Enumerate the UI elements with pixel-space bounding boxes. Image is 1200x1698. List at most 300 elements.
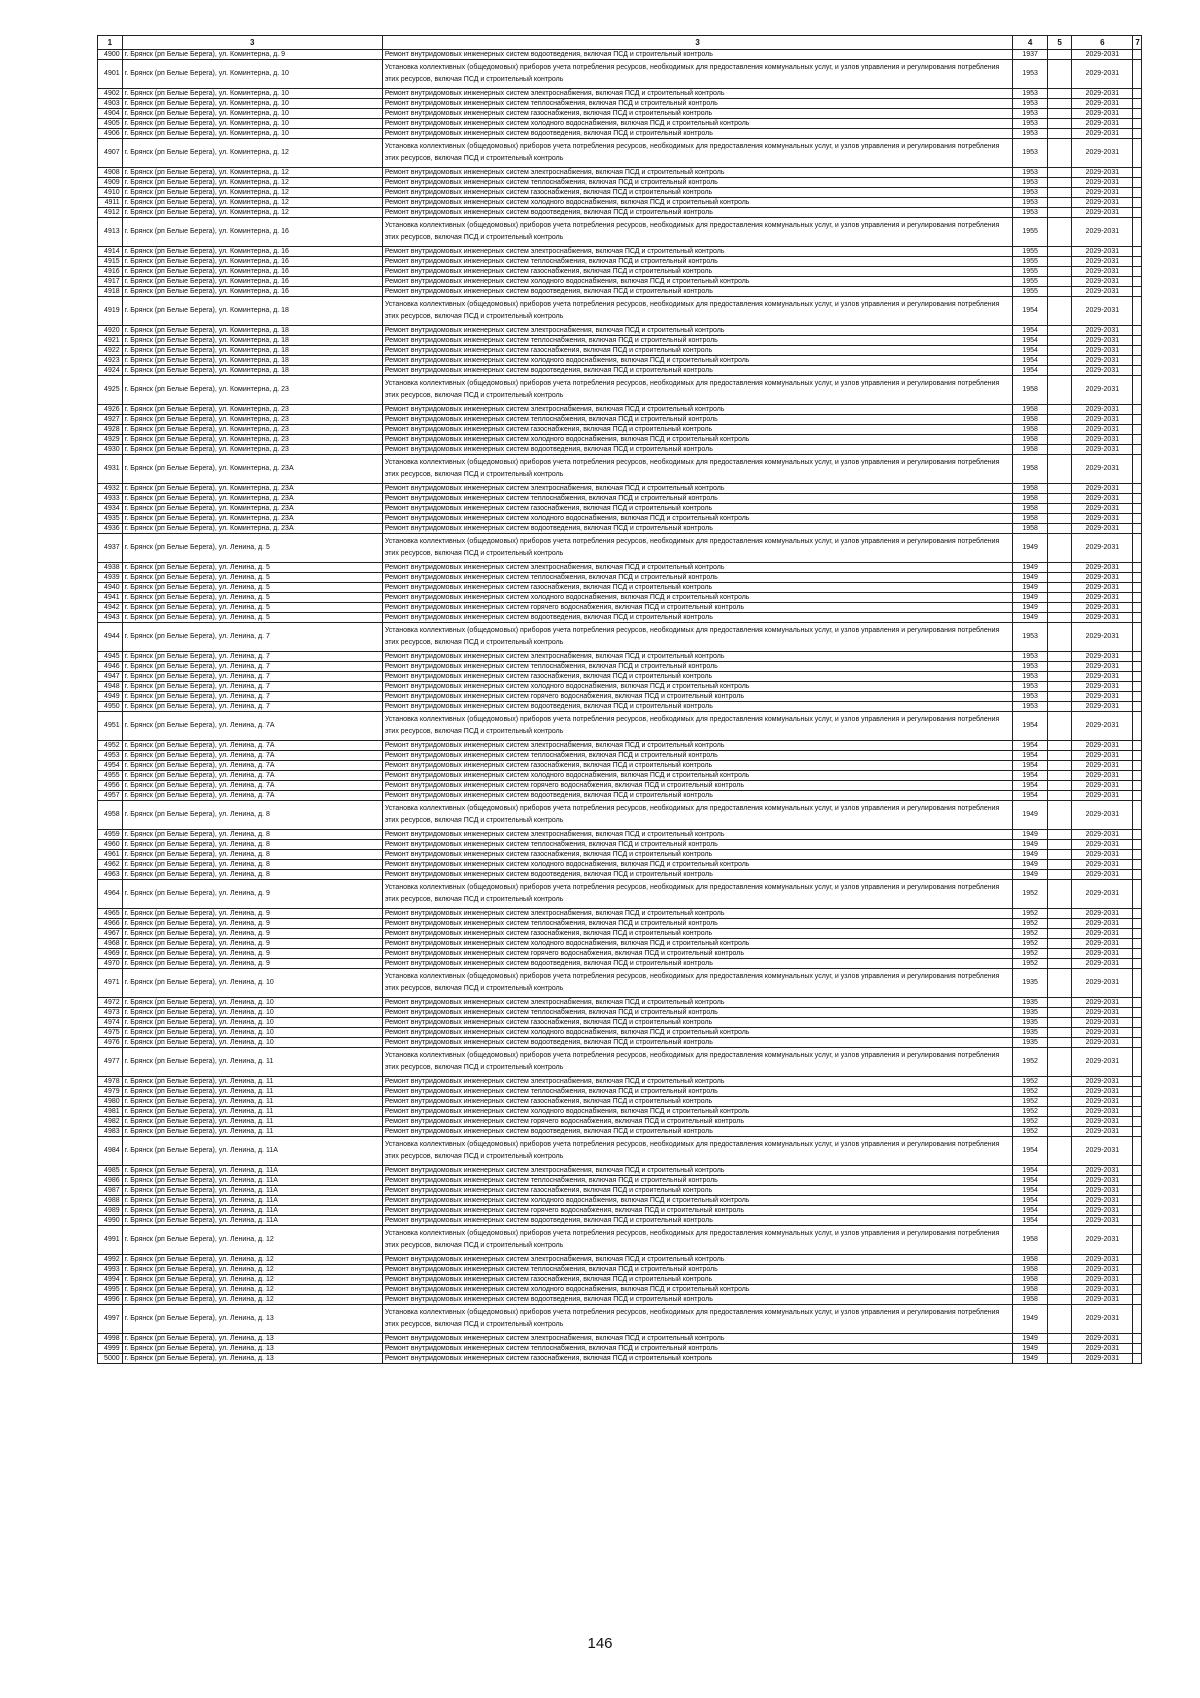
address-cell: г. Брянск (рп Белые Берега), ул. Ленина, д. 9 xyxy=(122,959,382,969)
build-year-cell: 1958 xyxy=(1013,435,1047,445)
col-5-cell xyxy=(1047,929,1072,939)
col-7-cell xyxy=(1133,218,1142,247)
col-7-cell xyxy=(1133,712,1142,741)
row-number-cell: 4934 xyxy=(98,504,123,514)
table-row xyxy=(98,583,1142,593)
address-cell: г. Брянск (рп Белые Берега), ул. Ленина, д. 9 xyxy=(122,929,382,939)
col-5-cell xyxy=(1047,682,1072,692)
col-7-cell xyxy=(1133,850,1142,860)
build-year-cell: 1954 xyxy=(1013,346,1047,356)
table-row xyxy=(98,1166,1142,1176)
table-row xyxy=(98,840,1142,850)
work-description-cell: Ремонт внутридомовых инженерных систем водоотведения, включая ПСД и строительный контроль xyxy=(382,1216,1013,1226)
period-cell: 2029-2031 xyxy=(1072,504,1133,514)
row-number-cell: 4949 xyxy=(98,692,123,702)
build-year-cell: 1954 xyxy=(1013,1216,1047,1226)
period-cell: 2029-2031 xyxy=(1072,425,1133,435)
col-5-cell xyxy=(1047,445,1072,455)
period-cell: 2029-2031 xyxy=(1072,267,1133,277)
address-cell: г. Брянск (рп Белые Берега), ул. Коминтерна, д. 10 xyxy=(122,60,382,89)
col-7-cell xyxy=(1133,514,1142,524)
table-row xyxy=(98,366,1142,376)
row-number-cell: 4921 xyxy=(98,336,123,346)
build-year-cell: 1953 xyxy=(1013,99,1047,109)
build-year-cell: 1952 xyxy=(1013,1107,1047,1117)
work-description-cell: Ремонт внутридомовых инженерных систем газоснабжения, включая ПСД и строительный контроль xyxy=(382,583,1013,593)
build-year-cell: 1952 xyxy=(1013,1077,1047,1087)
work-description-cell: Ремонт внутридомовых инженерных систем холодного водоснабжения, включая ПСД и строительный контроль xyxy=(382,860,1013,870)
address-cell: г. Брянск (рп Белые Берега), ул. Ленина, д. 7 xyxy=(122,623,382,652)
period-cell: 2029-2031 xyxy=(1072,1275,1133,1285)
col-5-cell xyxy=(1047,919,1072,929)
work-description-cell: Ремонт внутридомовых инженерных систем теплоснабжения, включая ПСД и строительный контроль xyxy=(382,840,1013,850)
period-cell: 2029-2031 xyxy=(1072,178,1133,188)
period-cell: 2029-2031 xyxy=(1072,405,1133,415)
col-7-cell xyxy=(1133,208,1142,218)
row-number-cell: 4946 xyxy=(98,662,123,672)
row-number-cell: 4990 xyxy=(98,1216,123,1226)
table-row xyxy=(98,1216,1142,1226)
work-description-cell: Ремонт внутридомовых инженерных систем горячего водоснабжения, включая ПСД и строительный контроль xyxy=(382,692,1013,702)
row-number-cell: 4925 xyxy=(98,376,123,405)
build-year-cell: 1954 xyxy=(1013,741,1047,751)
period-cell: 2029-2031 xyxy=(1072,702,1133,712)
col-5-cell xyxy=(1047,425,1072,435)
address-cell: г. Брянск (рп Белые Берега), ул. Коминтерна, д. 23А xyxy=(122,524,382,534)
address-cell: г. Брянск (рп Белые Берега), ул. Ленина, д. 10 xyxy=(122,1038,382,1048)
row-number-cell: 4972 xyxy=(98,998,123,1008)
col-5-cell xyxy=(1047,1334,1072,1344)
work-description-cell: Ремонт внутридомовых инженерных систем теплоснабжения, включая ПСД и строительный контроль xyxy=(382,919,1013,929)
col-5-cell xyxy=(1047,652,1072,662)
work-description-cell: Ремонт внутридомовых инженерных систем водоотведения, включая ПСД и строительный контроль xyxy=(382,129,1013,139)
build-year-cell: 1954 xyxy=(1013,1166,1047,1176)
col-7-cell xyxy=(1133,1285,1142,1295)
table-row xyxy=(98,563,1142,573)
col-5-cell xyxy=(1047,50,1072,60)
period-cell: 2029-2031 xyxy=(1072,455,1133,484)
col-5-cell xyxy=(1047,1137,1072,1166)
build-year-cell: 1954 xyxy=(1013,366,1047,376)
col-7-cell xyxy=(1133,1176,1142,1186)
period-cell: 2029-2031 xyxy=(1072,1048,1133,1077)
col-7-cell xyxy=(1133,672,1142,682)
address-cell: г. Брянск (рп Белые Берега), ул. Коминтерна, д. 18 xyxy=(122,346,382,356)
address-cell: г. Брянск (рп Белые Берега), ул. Ленина, д. 7 xyxy=(122,682,382,692)
period-cell: 2029-2031 xyxy=(1072,1008,1133,1018)
work-description-cell: Ремонт внутридомовых инженерных систем электроснабжения, включая ПСД и строительный контроль xyxy=(382,998,1013,1008)
period-cell: 2029-2031 xyxy=(1072,514,1133,524)
work-description-cell: Ремонт внутридомовых инженерных систем газоснабжения, включая ПСД и строительный контроль xyxy=(382,346,1013,356)
build-year-cell: 1952 xyxy=(1013,1127,1047,1137)
period-cell: 2029-2031 xyxy=(1072,682,1133,692)
period-cell: 2029-2031 xyxy=(1072,1028,1133,1038)
row-number-cell: 4999 xyxy=(98,1344,123,1354)
row-number-cell: 4910 xyxy=(98,188,123,198)
table-row xyxy=(98,346,1142,356)
build-year-cell: 1949 xyxy=(1013,870,1047,880)
address-cell: г. Брянск (рп Белые Берега), ул. Коминтерна, д. 23 xyxy=(122,445,382,455)
page-number: 146 xyxy=(587,1635,613,1652)
col-7-cell xyxy=(1133,455,1142,484)
address-cell: г. Брянск (рп Белые Берега), ул. Коминтерна, д. 10 xyxy=(122,129,382,139)
work-description-cell: Ремонт внутридомовых инженерных систем теплоснабжения, включая ПСД и строительный контроль xyxy=(382,1176,1013,1186)
build-year-cell: 1954 xyxy=(1013,761,1047,771)
table-row xyxy=(98,455,1142,484)
period-cell: 2029-2031 xyxy=(1072,376,1133,405)
work-description-cell: Ремонт внутридомовых инженерных систем электроснабжения, включая ПСД и строительный контроль xyxy=(382,1255,1013,1265)
period-cell: 2029-2031 xyxy=(1072,662,1133,672)
col-5-cell xyxy=(1047,573,1072,583)
table-row xyxy=(98,1275,1142,1285)
col-5-cell xyxy=(1047,514,1072,524)
address-cell: г. Брянск (рп Белые Берега), ул. Коминтерна, д. 23 xyxy=(122,405,382,415)
address-cell: г. Брянск (рп Белые Берега), ул. Коминтерна, д. 10 xyxy=(122,119,382,129)
address-cell: г. Брянск (рп Белые Берега), ул. Ленина, д. 11 xyxy=(122,1117,382,1127)
period-cell: 2029-2031 xyxy=(1072,218,1133,247)
table-row xyxy=(98,1018,1142,1028)
col-7-cell xyxy=(1133,771,1142,781)
build-year-cell: 1954 xyxy=(1013,356,1047,366)
table-row xyxy=(98,969,1142,998)
col-7-cell xyxy=(1133,1077,1142,1087)
col-5-cell xyxy=(1047,1127,1072,1137)
row-number-cell: 4905 xyxy=(98,119,123,129)
build-year-cell: 1952 xyxy=(1013,1117,1047,1127)
col-5-cell xyxy=(1047,1166,1072,1176)
table-row xyxy=(98,129,1142,139)
table-row xyxy=(98,1038,1142,1048)
col-7-cell xyxy=(1133,1117,1142,1127)
col-7-cell xyxy=(1133,178,1142,188)
build-year-cell: 1955 xyxy=(1013,287,1047,297)
work-description-cell: Установка коллективных (общедомовых) приборов учета потребления ресурсов, необходимых для предоставления коммунальных услуг, и узлов управления и регулирования потребления этих ресурсов, включая ПСД и строительный контроль xyxy=(382,376,1013,405)
build-year-cell: 1954 xyxy=(1013,326,1047,336)
build-year-cell: 1958 xyxy=(1013,425,1047,435)
work-description-cell: Ремонт внутридомовых инженерных систем холодного водоснабжения, включая ПСД и строительный контроль xyxy=(382,277,1013,287)
col-5-cell xyxy=(1047,751,1072,761)
row-number-cell: 4962 xyxy=(98,860,123,870)
row-number-cell: 4956 xyxy=(98,781,123,791)
row-number-cell: 4980 xyxy=(98,1097,123,1107)
col-7-cell xyxy=(1133,494,1142,504)
address-cell: г. Брянск (рп Белые Берега), ул. Ленина, д. 7 xyxy=(122,672,382,682)
build-year-cell: 1958 xyxy=(1013,376,1047,405)
row-number-cell: 4982 xyxy=(98,1117,123,1127)
work-description-cell: Ремонт внутридомовых инженерных систем теплоснабжения, включая ПСД и строительный контроль xyxy=(382,178,1013,188)
table-row xyxy=(98,267,1142,277)
address-cell: г. Брянск (рп Белые Берега), ул. Ленина, д. 13 xyxy=(122,1354,382,1364)
address-cell: г. Брянск (рп Белые Берега), ул. Ленина, д. 8 xyxy=(122,850,382,860)
build-year-cell: 1953 xyxy=(1013,178,1047,188)
address-cell: г. Брянск (рп Белые Берега), ул. Коминтерна, д. 10 xyxy=(122,99,382,109)
row-number-cell: 4901 xyxy=(98,60,123,89)
col-5-cell xyxy=(1047,326,1072,336)
col-5-cell xyxy=(1047,909,1072,919)
address-cell: г. Брянск (рп Белые Берега), ул. Коминтерна, д. 16 xyxy=(122,287,382,297)
col-5-cell xyxy=(1047,494,1072,504)
col-5-cell xyxy=(1047,267,1072,277)
work-description-cell: Ремонт внутридомовых инженерных систем холодного водоснабжения, включая ПСД и строительный контроль xyxy=(382,593,1013,603)
col-7-cell xyxy=(1133,613,1142,623)
col-7-cell xyxy=(1133,139,1142,168)
col-7-cell xyxy=(1133,484,1142,494)
row-number-cell: 4916 xyxy=(98,267,123,277)
col-5-cell xyxy=(1047,109,1072,119)
row-number-cell: 4983 xyxy=(98,1127,123,1137)
work-description-cell: Ремонт внутридомовых инженерных систем холодного водоснабжения, включая ПСД и строительный контроль xyxy=(382,119,1013,129)
work-description-cell: Установка коллективных (общедомовых) приборов учета потребления ресурсов, необходимых для предоставления коммунальных услуг, и узлов управления и регулирования потребления этих ресурсов, включая ПСД и строительный контроль xyxy=(382,880,1013,909)
col-7-cell xyxy=(1133,1275,1142,1285)
row-number-cell: 4992 xyxy=(98,1255,123,1265)
col-5-cell xyxy=(1047,168,1072,178)
col-5-cell xyxy=(1047,801,1072,830)
table-row xyxy=(98,1137,1142,1166)
build-year-cell: 1958 xyxy=(1013,415,1047,425)
col-7-cell xyxy=(1133,1334,1142,1344)
row-number-cell: 4963 xyxy=(98,870,123,880)
period-cell: 2029-2031 xyxy=(1072,1117,1133,1127)
col-7-cell xyxy=(1133,425,1142,435)
period-cell: 2029-2031 xyxy=(1072,830,1133,840)
build-year-cell: 1953 xyxy=(1013,168,1047,178)
build-year-cell: 1949 xyxy=(1013,573,1047,583)
build-year-cell: 1935 xyxy=(1013,1018,1047,1028)
col-7-cell xyxy=(1133,593,1142,603)
row-number-cell: 4987 xyxy=(98,1186,123,1196)
row-number-cell: 4903 xyxy=(98,99,123,109)
table-row xyxy=(98,1344,1142,1354)
address-cell: г. Брянск (рп Белые Берега), ул. Ленина, д. 5 xyxy=(122,563,382,573)
work-description-cell: Ремонт внутридомовых инженерных систем водоотведения, включая ПСД и строительный контроль xyxy=(382,870,1013,880)
row-number-cell: 4939 xyxy=(98,573,123,583)
col-7-cell xyxy=(1133,1196,1142,1206)
build-year-cell: 1952 xyxy=(1013,909,1047,919)
work-description-cell: Ремонт внутридомовых инженерных систем холодного водоснабжения, включая ПСД и строительный контроль xyxy=(382,1107,1013,1117)
period-cell: 2029-2031 xyxy=(1072,1255,1133,1265)
work-description-cell: Ремонт внутридомовых инженерных систем газоснабжения, включая ПСД и строительный контроль xyxy=(382,425,1013,435)
table-row xyxy=(98,168,1142,178)
address-cell: г. Брянск (рп Белые Берега), ул. Ленина, д. 9 xyxy=(122,909,382,919)
col-7-cell xyxy=(1133,969,1142,998)
period-cell: 2029-2031 xyxy=(1072,1305,1133,1334)
work-description-cell: Установка коллективных (общедомовых) приборов учета потребления ресурсов, необходимых для предоставления коммунальных услуг, и узлов управления и регулирования потребления этих ресурсов, включая ПСД и строительный контроль xyxy=(382,60,1013,89)
work-description-cell: Ремонт внутридомовых инженерных систем холодного водоснабжения, включая ПСД и строительный контроль xyxy=(382,198,1013,208)
table-row xyxy=(98,692,1142,702)
table-row xyxy=(98,218,1142,247)
address-cell: г. Брянск (рп Белые Берега), ул. Ленина, д. 13 xyxy=(122,1334,382,1344)
col-5-cell xyxy=(1047,1206,1072,1216)
build-year-cell: 1955 xyxy=(1013,277,1047,287)
table-row xyxy=(98,929,1142,939)
col-7-cell xyxy=(1133,939,1142,949)
col-7-cell xyxy=(1133,247,1142,257)
col-5-cell xyxy=(1047,1295,1072,1305)
col-5-cell xyxy=(1047,455,1072,484)
header-cell: 1 xyxy=(98,36,123,50)
col-7-cell xyxy=(1133,415,1142,425)
address-cell: г. Брянск (рп Белые Берега), ул. Коминтерна, д. 18 xyxy=(122,297,382,326)
row-number-cell: 4918 xyxy=(98,287,123,297)
col-7-cell xyxy=(1133,1255,1142,1265)
table-row xyxy=(98,435,1142,445)
build-year-cell: 1949 xyxy=(1013,1305,1047,1334)
work-description-cell: Установка коллективных (общедомовых) приборов учета потребления ресурсов, необходимых для предоставления коммунальных услуг, и узлов управления и регулирования потребления этих ресурсов, включая ПСД и строительный контроль xyxy=(382,969,1013,998)
table-row xyxy=(98,998,1142,1008)
work-description-cell: Ремонт внутридомовых инженерных систем водоотведения, включая ПСД и строительный контроль xyxy=(382,287,1013,297)
period-cell: 2029-2031 xyxy=(1072,860,1133,870)
table-row xyxy=(98,830,1142,840)
table-row xyxy=(98,1176,1142,1186)
table-row xyxy=(98,949,1142,959)
address-cell: г. Брянск (рп Белые Берега), ул. Коминтерна, д. 12 xyxy=(122,198,382,208)
col-5-cell xyxy=(1047,1097,1072,1107)
build-year-cell: 1958 xyxy=(1013,455,1047,484)
address-cell: г. Брянск (рп Белые Берега), ул. Ленина, д. 10 xyxy=(122,1028,382,1038)
col-7-cell xyxy=(1133,326,1142,336)
col-7-cell xyxy=(1133,336,1142,346)
address-cell: г. Брянск (рп Белые Берега), ул. Ленина, д. 7А xyxy=(122,791,382,801)
period-cell: 2029-2031 xyxy=(1072,1334,1133,1344)
build-year-cell: 1954 xyxy=(1013,1196,1047,1206)
table-row xyxy=(98,781,1142,791)
address-cell: г. Брянск (рп Белые Берега), ул. Коминтерна, д. 16 xyxy=(122,267,382,277)
address-cell: г. Брянск (рп Белые Берега), ул. Ленина, д. 11А xyxy=(122,1196,382,1206)
col-7-cell xyxy=(1133,346,1142,356)
build-year-cell: 1958 xyxy=(1013,1265,1047,1275)
row-number-cell: 4977 xyxy=(98,1048,123,1077)
build-year-cell: 1949 xyxy=(1013,563,1047,573)
col-7-cell xyxy=(1133,257,1142,267)
table-row xyxy=(98,504,1142,514)
table-row xyxy=(98,178,1142,188)
col-7-cell xyxy=(1133,1008,1142,1018)
table-row xyxy=(98,1107,1142,1117)
row-number-cell: 4926 xyxy=(98,405,123,415)
col-5-cell xyxy=(1047,712,1072,741)
row-number-cell: 4996 xyxy=(98,1295,123,1305)
build-year-cell: 1949 xyxy=(1013,830,1047,840)
table-row xyxy=(98,247,1142,257)
table-row xyxy=(98,1127,1142,1137)
row-number-cell: 4978 xyxy=(98,1077,123,1087)
work-description-cell: Ремонт внутридомовых инженерных систем горячего водоснабжения, включая ПСД и строительный контроль xyxy=(382,1117,1013,1127)
row-number-cell: 4947 xyxy=(98,672,123,682)
work-description-cell: Ремонт внутридомовых инженерных систем газоснабжения, включая ПСД и строительный контроль xyxy=(382,188,1013,198)
period-cell: 2029-2031 xyxy=(1072,870,1133,880)
build-year-cell: 1952 xyxy=(1013,939,1047,949)
table-row xyxy=(98,326,1142,336)
build-year-cell: 1953 xyxy=(1013,652,1047,662)
col-5-cell xyxy=(1047,1196,1072,1206)
address-cell: г. Брянск (рп Белые Берега), ул. Ленина, д. 7 xyxy=(122,702,382,712)
row-number-cell: 4907 xyxy=(98,139,123,168)
build-year-cell: 1953 xyxy=(1013,208,1047,218)
col-5-cell xyxy=(1047,672,1072,682)
period-cell: 2029-2031 xyxy=(1072,1196,1133,1206)
row-number-cell: 4944 xyxy=(98,623,123,652)
work-description-cell: Установка коллективных (общедомовых) приборов учета потребления ресурсов, необходимых для предоставления коммунальных услуг, и узлов управления и регулирования потребления этих ресурсов, включая ПСД и строительный контроль xyxy=(382,801,1013,830)
col-7-cell xyxy=(1133,1018,1142,1028)
work-description-cell: Ремонт внутридомовых инженерных систем теплоснабжения, включая ПСД и строительный контроль xyxy=(382,662,1013,672)
build-year-cell: 1949 xyxy=(1013,603,1047,613)
col-7-cell xyxy=(1133,741,1142,751)
period-cell: 2029-2031 xyxy=(1072,563,1133,573)
table-row xyxy=(98,50,1142,60)
table-row xyxy=(98,1265,1142,1275)
table-row xyxy=(98,287,1142,297)
row-number-cell: 4929 xyxy=(98,435,123,445)
work-description-cell: Установка коллективных (общедомовых) приборов учета потребления ресурсов, необходимых для предоставления коммунальных услуг, и узлов управления и регулирования потребления этих ресурсов, включая ПСД и строительный контроль xyxy=(382,455,1013,484)
table-row xyxy=(98,860,1142,870)
table-row xyxy=(98,1028,1142,1038)
build-year-cell: 1958 xyxy=(1013,1285,1047,1295)
col-7-cell xyxy=(1133,860,1142,870)
col-7-cell xyxy=(1133,870,1142,880)
row-number-cell: 4953 xyxy=(98,751,123,761)
address-cell: г. Брянск (рп Белые Берега), ул. Ленина, д. 8 xyxy=(122,860,382,870)
table-row xyxy=(98,99,1142,109)
build-year-cell: 1954 xyxy=(1013,297,1047,326)
address-cell: г. Брянск (рп Белые Берега), ул. Коминтерна, д. 23А xyxy=(122,514,382,524)
address-cell: г. Брянск (рп Белые Берега), ул. Ленина, д. 11 xyxy=(122,1087,382,1097)
col-5-cell xyxy=(1047,969,1072,998)
work-description-cell: Установка коллективных (общедомовых) приборов учета потребления ресурсов, необходимых для предоставления коммунальных услуг, и узлов управления и регулирования потребления этих ресурсов, включая ПСД и строительный контроль xyxy=(382,623,1013,652)
period-cell: 2029-2031 xyxy=(1072,959,1133,969)
col-5-cell xyxy=(1047,1038,1072,1048)
address-cell: г. Брянск (рп Белые Берега), ул. Коминтерна, д. 12 xyxy=(122,168,382,178)
col-5-cell xyxy=(1047,959,1072,969)
address-cell: г. Брянск (рп Белые Берега), ул. Ленина, д. 12 xyxy=(122,1255,382,1265)
address-cell: г. Брянск (рп Белые Берега), ул. Ленина, д. 11А xyxy=(122,1176,382,1186)
work-description-cell: Ремонт внутридомовых инженерных систем газоснабжения, включая ПСД и строительный контроль xyxy=(382,504,1013,514)
address-cell: г. Брянск (рп Белые Берега), ул. Ленина, д. 5 xyxy=(122,534,382,563)
address-cell: г. Брянск (рп Белые Берега), ул. Ленина, д. 7А xyxy=(122,781,382,791)
col-7-cell xyxy=(1133,1028,1142,1038)
build-year-cell: 1952 xyxy=(1013,1087,1047,1097)
address-cell: г. Брянск (рп Белые Берега), ул. Ленина, д. 10 xyxy=(122,1018,382,1028)
period-cell: 2029-2031 xyxy=(1072,771,1133,781)
build-year-cell: 1935 xyxy=(1013,998,1047,1008)
period-cell: 2029-2031 xyxy=(1072,1226,1133,1255)
address-cell: г. Брянск (рп Белые Берега), ул. Ленина, д. 10 xyxy=(122,1008,382,1018)
col-7-cell xyxy=(1133,1137,1142,1166)
row-number-cell: 4991 xyxy=(98,1226,123,1255)
work-description-cell: Ремонт внутридомовых инженерных систем холодного водоснабжения, включая ПСД и строительный контроль xyxy=(382,682,1013,692)
build-year-cell: 1954 xyxy=(1013,781,1047,791)
col-5-cell xyxy=(1047,662,1072,672)
col-5-cell xyxy=(1047,870,1072,880)
period-cell: 2029-2031 xyxy=(1072,356,1133,366)
col-5-cell xyxy=(1047,781,1072,791)
row-number-cell: 4906 xyxy=(98,129,123,139)
row-number-cell: 4913 xyxy=(98,218,123,247)
work-description-cell: Ремонт внутридомовых инженерных систем электроснабжения, включая ПСД и строительный контроль xyxy=(382,1077,1013,1087)
address-cell: г. Брянск (рп Белые Берега), ул. Ленина, д. 7А xyxy=(122,712,382,741)
col-7-cell xyxy=(1133,1216,1142,1226)
header-row xyxy=(98,36,1142,50)
build-year-cell: 1949 xyxy=(1013,583,1047,593)
col-5-cell xyxy=(1047,405,1072,415)
build-year-cell: 1949 xyxy=(1013,1344,1047,1354)
build-year-cell: 1952 xyxy=(1013,880,1047,909)
col-7-cell xyxy=(1133,563,1142,573)
col-5-cell xyxy=(1047,129,1072,139)
work-description-cell: Установка коллективных (общедомовых) приборов учета потребления ресурсов, необходимых для предоставления коммунальных услуг, и узлов управления и регулирования потребления этих ресурсов, включая ПСД и строительный контроль xyxy=(382,218,1013,247)
table-row xyxy=(98,603,1142,613)
work-description-cell: Ремонт внутридомовых инженерных систем электроснабжения, включая ПСД и строительный контроль xyxy=(382,405,1013,415)
row-number-cell: 4974 xyxy=(98,1018,123,1028)
